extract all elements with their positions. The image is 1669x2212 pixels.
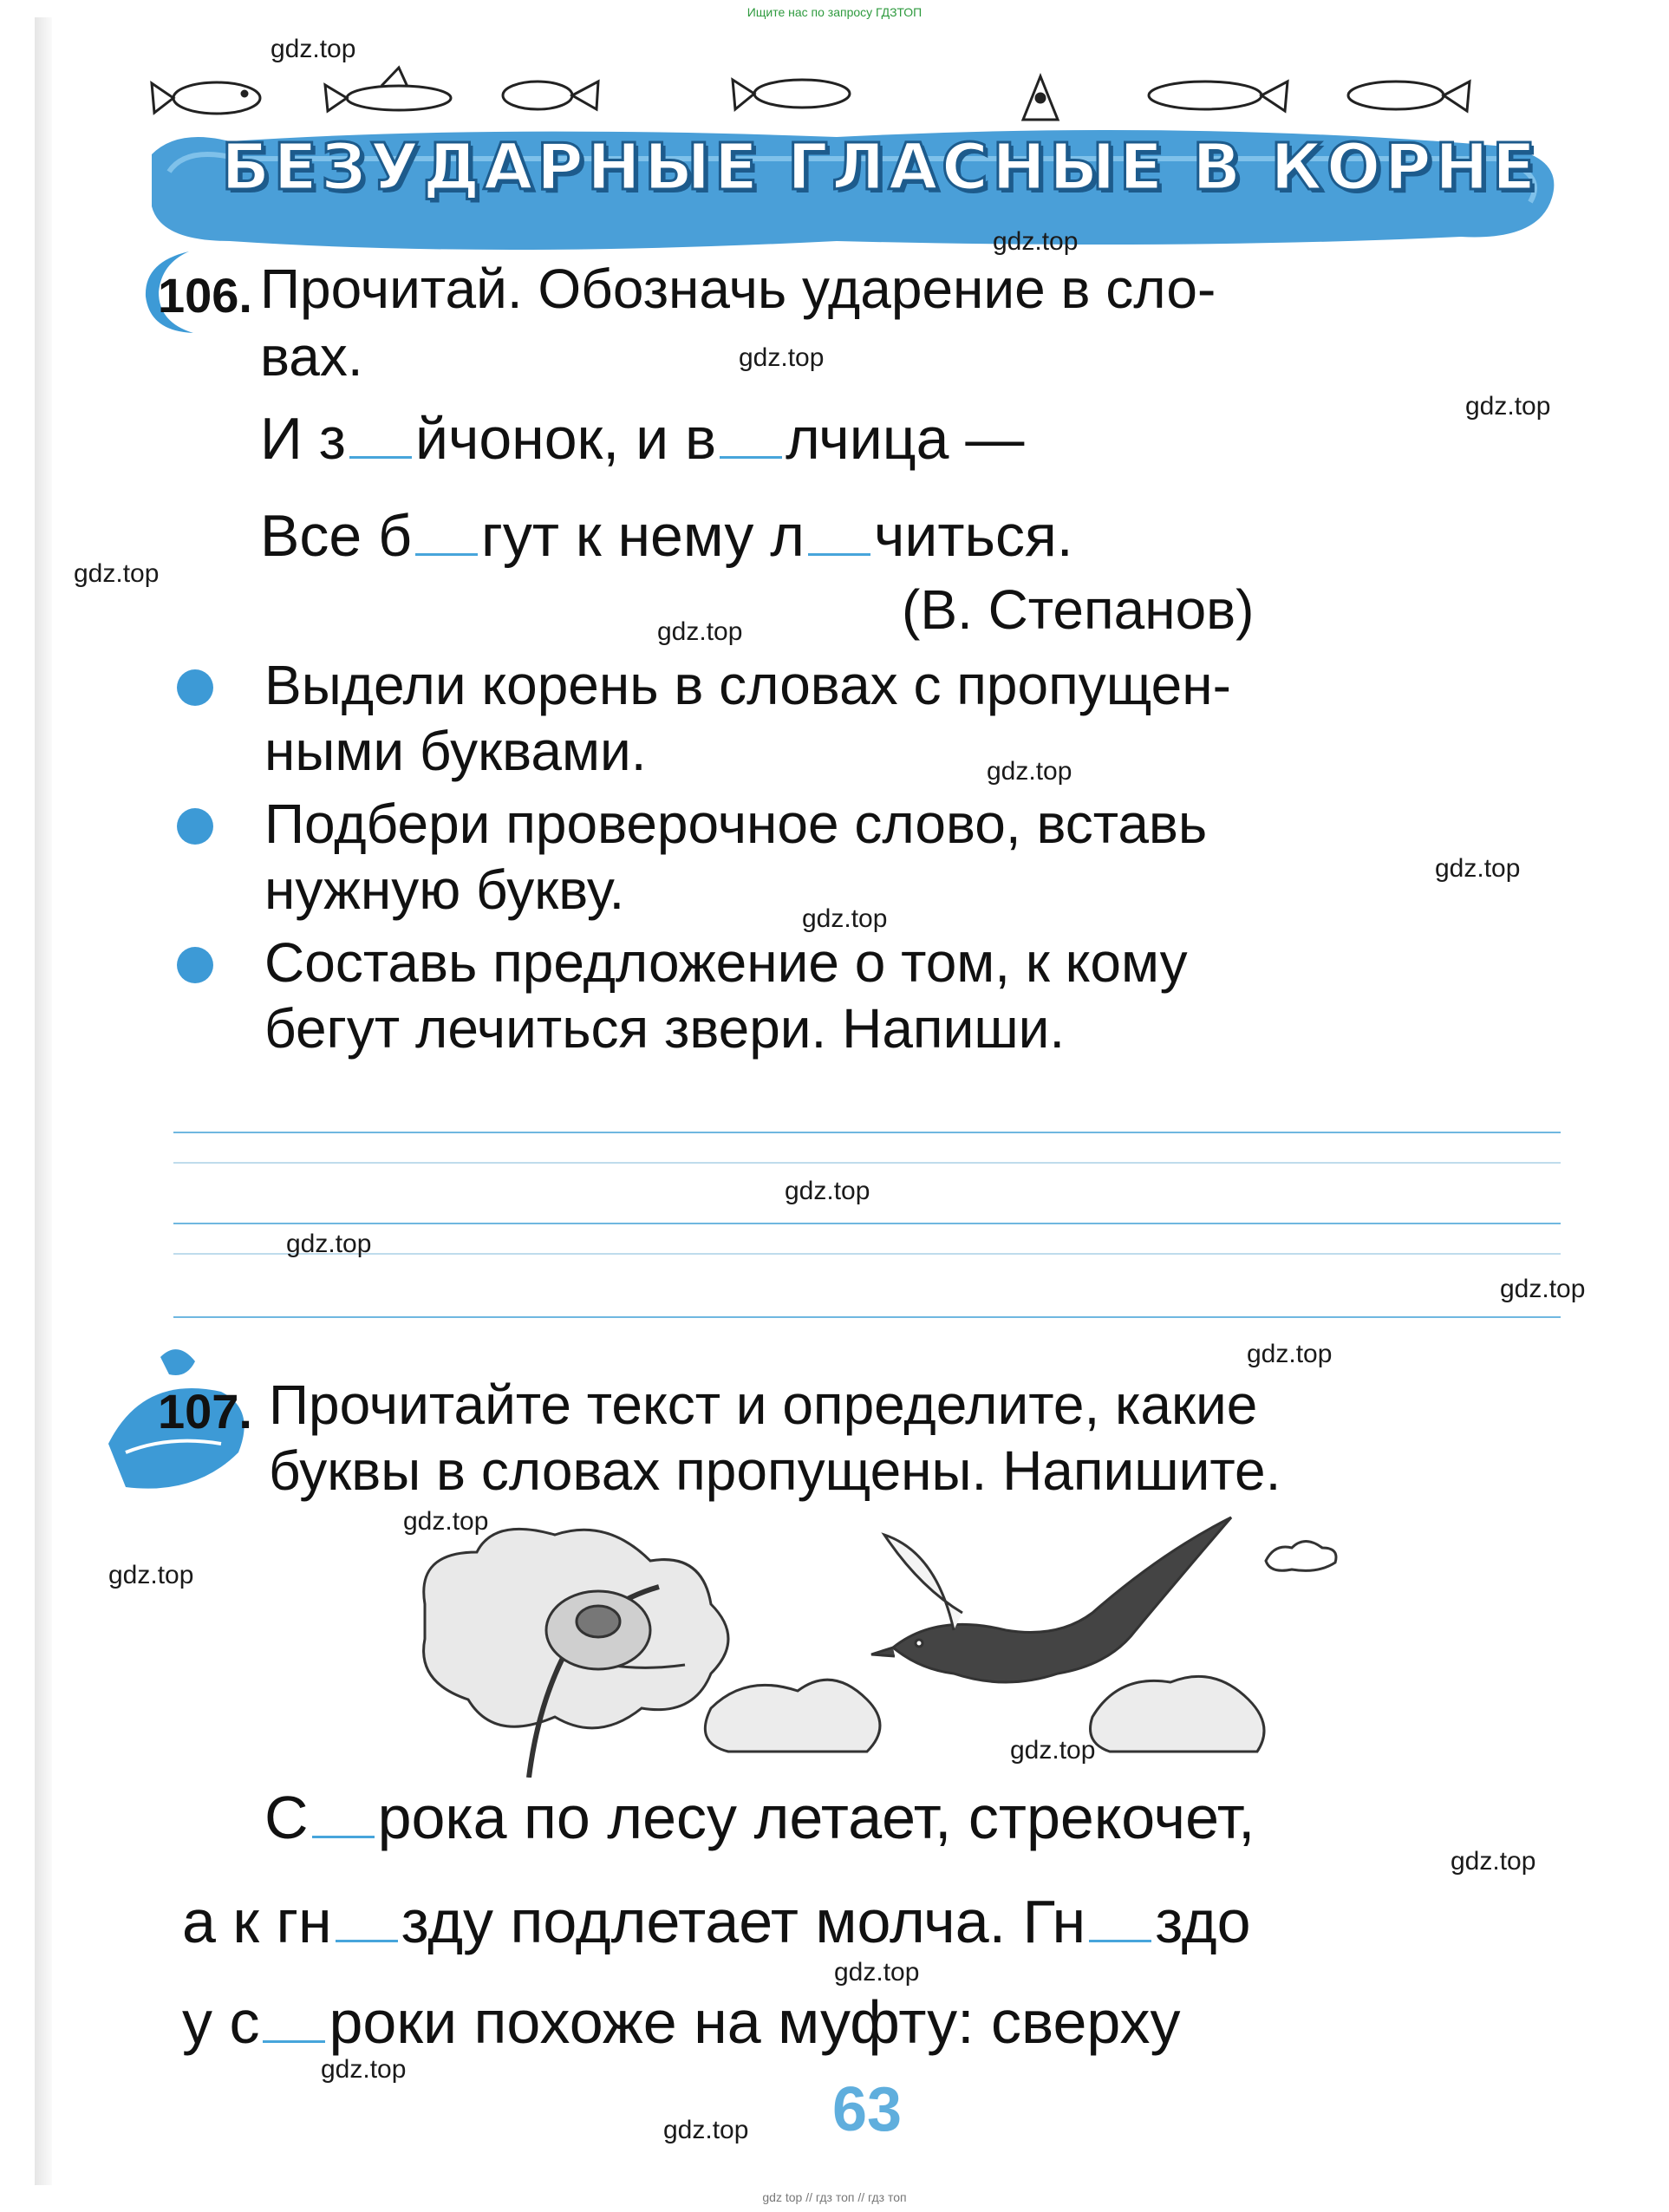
fish-decoration [147,59,1500,128]
watermark: gdz.top [802,904,888,933]
fish-icon-5 [1023,76,1058,120]
watermark: gdz.top [993,227,1079,256]
writing-line[interactable] [173,1223,1561,1224]
poem-line1-part-b: йчонок, и в [414,406,717,472]
watermark: gdz.top [286,1230,372,1258]
poem-line2-part-c: читься. [873,503,1073,569]
watermark: gdz.top [1451,1847,1536,1876]
task-107-instruction-line2: буквы в словах пропущены. Напишите. [269,1439,1281,1502]
magpie-icon [871,1517,1231,1682]
bullet-1-line2: ными буквами. [264,720,647,782]
text-line3-part-b: роки похоже на муфту: сверху [329,1988,1181,2056]
watermark: gdz.top [1435,854,1521,883]
bush-icon [705,1680,880,1752]
fish-icon-7 [1348,82,1470,111]
text-line3-part-a: у с [182,1988,260,2056]
text-line2-part-c: здо [1155,1888,1251,1955]
poem-line2-part-a: Все б [260,503,413,569]
text-line1-part-b: рока по лесу летает, стрекочет, [377,1784,1255,1851]
magpie-nest-illustration [399,1500,1353,1778]
bullet-icon [177,947,213,983]
missing-letter-gap[interactable] [808,546,870,556]
section-title: БЕЗУДАРНЫЕ ГЛАСНЫЕ В КОРНЕ [221,130,1540,205]
text-line2-part-a: а к гн [182,1888,332,1955]
watermark: gdz.top [403,1507,489,1536]
missing-letter-gap[interactable] [336,1933,398,1942]
watermark: gdz.top [1500,1275,1586,1303]
poem-line2-part-b: гут к нему л [481,503,805,569]
poem-line1-part-a: И з [260,406,346,472]
page-edge-shadow [35,17,52,2185]
missing-letter-gap[interactable] [263,2033,325,2043]
fish-icon-3 [503,82,598,109]
missing-letter-gap[interactable] [1089,1933,1151,1942]
poem-line1 [260,406,1024,472]
watermark: gdz.top [271,35,356,63]
fish-icon-4 [733,80,850,109]
text-line2-part-b: зду подлетает молча. Гн [401,1888,1086,1955]
bullet-3-line2: бегут лечиться звери. Напиши. [264,997,1066,1060]
cloud-icon [1266,1542,1336,1571]
missing-letter-gap[interactable] [349,449,412,459]
poem-line1-part-c: лчица — [786,406,1025,472]
watermark: gdz.top [108,1561,194,1589]
watermark: gdz.top [1247,1340,1333,1368]
watermark: gdz.top [657,617,743,646]
watermark: gdz.top [987,757,1072,786]
task-107-instruction-line1: Прочитайте текст и определите, какие [269,1374,1258,1436]
poem-author: (В. Степанов) [902,578,1255,641]
bottom-note: gdz top // гдз топ // гдз топ [762,2190,907,2204]
task-106-instruction-line1: Прочитай. Обозначь ударение в сло- [260,258,1216,320]
poem-line2 [260,503,1073,569]
watermark: gdz.top [321,2055,407,2084]
writing-line-guide [173,1162,1561,1164]
text-line3 [182,1989,1181,2055]
text-line1 [264,1785,1255,1850]
text-line1-part-a: С [264,1784,309,1851]
bullet-2-line2: нужную букву. [264,858,625,921]
fish-icon-1 [152,82,260,114]
missing-letter-gap[interactable] [415,546,478,556]
writing-line[interactable] [173,1316,1561,1318]
task-106-instruction-line2: вах. [260,325,363,388]
bullet-icon [177,808,213,845]
watermark: gdz.top [785,1177,870,1205]
watermark: gdz.top [834,1958,920,1987]
bullet-1-line1: Выдели корень в словах с пропущен- [264,654,1231,716]
writing-line[interactable] [173,1132,1561,1133]
nest-icon [546,1591,650,1669]
bullet-3-line1: Составь предложение о том, к кому [264,931,1188,994]
watermark: gdz.top [1465,392,1551,421]
missing-letter-gap[interactable] [720,449,782,459]
watermark: gdz.top [739,343,825,372]
page-number: 63 [832,2075,903,2144]
top-note: Ищите нас по запросу ГДЗТОП [746,5,923,19]
task-106-number: 106. [158,268,252,323]
text-line2 [182,1889,1251,1954]
watermark: gdz.top [663,2116,749,2144]
fish-icon-2 [325,68,451,111]
bush-icon [1091,1676,1265,1752]
writing-line-guide [173,1253,1561,1255]
fish-icon-6 [1149,82,1288,111]
bullet-icon [177,669,213,706]
bullet-2-line1: Подбери проверочное слово, вставь [264,793,1208,855]
missing-letter-gap[interactable] [312,1829,375,1838]
watermark: gdz.top [74,559,160,588]
task-107-number: 107. [158,1384,252,1439]
watermark: gdz.top [1010,1736,1096,1765]
